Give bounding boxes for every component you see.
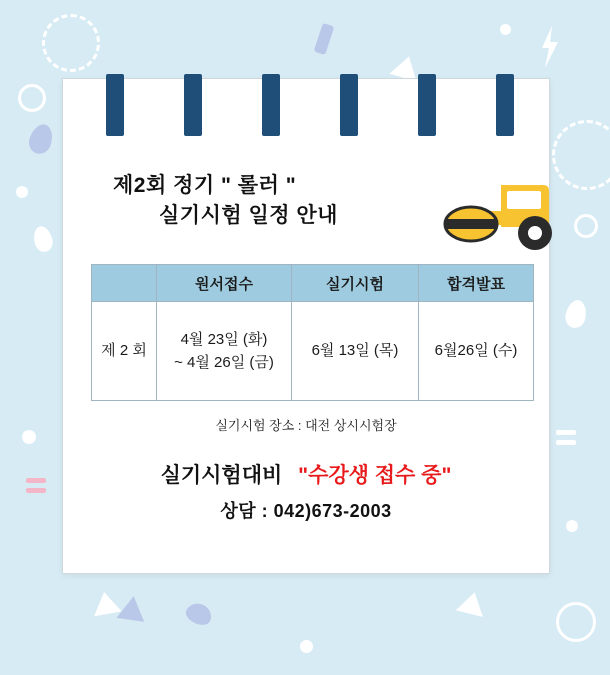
binder-ring-2 — [184, 74, 202, 136]
lightning-icon — [540, 26, 560, 68]
binder-ring-4 — [340, 74, 358, 136]
notice-sheet — [62, 78, 550, 574]
decor-triangle-bottom-center — [456, 589, 488, 617]
application-start: 4월 23일 (화) — [180, 330, 268, 348]
venue-text: 실기시험 장소 : 대전 상시시험장 — [215, 418, 397, 433]
decor-blob-right-mid — [563, 298, 588, 330]
cell-application-period — [157, 302, 292, 401]
contact-phone: 상담 : 042)673-2003 — [220, 501, 392, 521]
binder-ring-1 — [106, 74, 124, 136]
table-header-result: 합격발표 — [419, 265, 534, 302]
decor-blob-bottom-left — [183, 600, 215, 629]
table-header-row — [92, 265, 534, 302]
road-roller-icon — [443, 175, 555, 259]
title-line-1: 제2회 정기 " 롤러 " — [113, 174, 297, 197]
decor-circle-right-small — [574, 214, 598, 238]
decor-dot-bottom-right — [566, 520, 578, 532]
decor-dot-top-right — [500, 24, 511, 35]
table-head — [92, 265, 534, 302]
binder-ring-5 — [418, 74, 436, 136]
decor-circle-bottom-right — [556, 602, 596, 642]
decor-dot-left-upper — [16, 186, 28, 198]
table-header-application: 원서접수 — [157, 265, 292, 302]
decor-equal-right — [556, 430, 576, 445]
promo-text — [63, 459, 549, 489]
table-header-exam: 실기시험 — [292, 265, 419, 302]
table-body — [92, 302, 534, 401]
promo-red-text: "수강생 접수 중" — [298, 464, 452, 487]
schedule-table — [91, 264, 534, 401]
decor-dot-bottom-center — [300, 640, 313, 653]
table-header-corner — [92, 265, 157, 302]
row-label: 제 2 회 — [92, 302, 157, 401]
page-title — [113, 171, 443, 232]
decor-blob-left-mid — [31, 224, 55, 254]
decor-dashed-circle-top-left — [42, 14, 100, 72]
decor-lightning-top-right — [540, 26, 560, 68]
decor-dot-left-lower — [22, 430, 36, 444]
table-row — [92, 302, 534, 401]
decor-dashed-circle-right — [552, 120, 610, 190]
cell-result-date: 6월26일 (수) — [419, 302, 534, 401]
application-end: ~ 4월 26일 (금) — [174, 354, 274, 371]
cell-exam-date: 6월 13일 (목) — [292, 302, 419, 401]
binder-ring-6 — [496, 74, 514, 136]
binder-ring-3 — [262, 74, 280, 136]
decor-equal-left — [26, 478, 46, 493]
decor-bar-top-center — [314, 23, 335, 55]
decor-blob-left-upper — [26, 121, 56, 156]
decor-circle-top-left-small — [18, 84, 46, 112]
title-line-2: 실기시험 일정 안내 — [159, 204, 338, 228]
promo-black-text: 실기시험대비 — [160, 464, 283, 487]
